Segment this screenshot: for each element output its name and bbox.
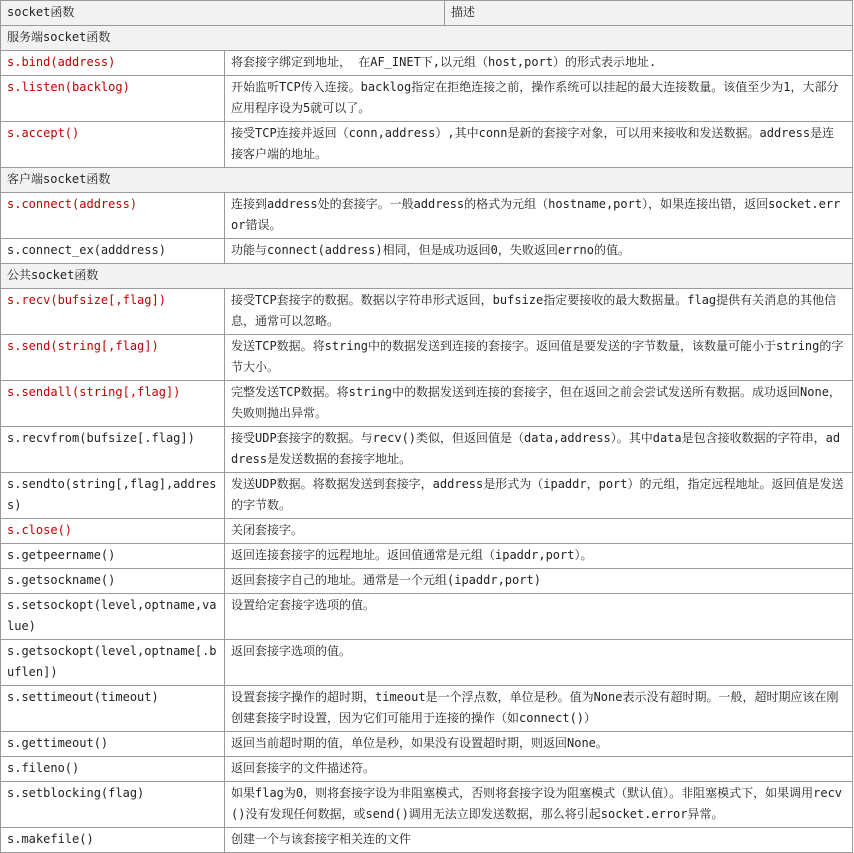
table-row [1,594,853,640]
description-cell: 关闭套接字。 [225,519,853,544]
table-row [1,640,853,686]
description-cell: 将套接字绑定到地址， 在AF_INET下,以元组（host,port）的形式表示地址. [225,51,853,76]
table-row [1,427,853,473]
description-cell: 返回当前超时期的值，单位是秒，如果没有设置超时期，则返回None。 [225,732,853,757]
function-name-cell: s.fileno() [1,757,225,782]
section-title: 公共socket函数 [1,264,853,289]
function-name-cell: s.listen(backlog) [1,76,225,122]
description-cell: 完整发送TCP数据。将string中的数据发送到连接的套接字，但在返回之前会尝试发送所有数据。成功返回None，失败则抛出异常。 [225,381,853,427]
table-row [1,782,853,828]
table-row [1,381,853,427]
function-name-cell: s.setblocking(flag) [1,782,225,828]
function-name-cell: s.recvfrom(bufsize[.flag]) [1,427,225,473]
table-row [1,732,853,757]
description-cell: 发送TCP数据。将string中的数据发送到连接的套接字。返回值是要发送的字节数量，该数量可能小于string的字节大小。 [225,335,853,381]
function-name-cell: s.recv(bufsize[,flag]) [1,289,225,335]
section-row [1,264,853,289]
description-cell: 设置套接字操作的超时期，timeout是一个浮点数，单位是秒。值为None表示没有超时期。一般，超时期应该在刚创建套接字时设置，因为它们可能用于连接的操作（如connect()） [225,686,853,732]
function-name-cell: s.bind(address) [1,51,225,76]
table-row [1,686,853,732]
description-cell: 如果flag为0，则将套接字设为非阻塞模式，否则将套接字设为阻塞模式（默认值）。非阻塞模式下，如果调用recv()没有发现任何数据，或send()调用无法立即发送数据，那么将引起socket.error异常。 [225,782,853,828]
description-cell: 返回连接套接字的远程地址。返回值通常是元组（ipaddr,port）。 [225,544,853,569]
description-cell: 连接到address处的套接字。一般address的格式为元组（hostname,port），如果连接出错，返回socket.error错误。 [225,193,853,239]
function-name-cell: s.setsockopt(level,optname,value) [1,594,225,640]
table-row [1,76,853,122]
header-function-column: socket函数 [1,1,445,26]
table-row [1,335,853,381]
table-row [1,473,853,519]
table-row [1,569,853,594]
table-row [1,757,853,782]
section-title: 服务端socket函数 [1,26,853,51]
function-name-cell: s.sendall(string[,flag]) [1,381,225,427]
table-row [1,122,853,168]
description-cell: 接受TCP套接字的数据。数据以字符串形式返回，bufsize指定要接收的最大数据量。flag提供有关消息的其他信息，通常可以忽略。 [225,289,853,335]
table-row [1,239,853,264]
header-description-column: 描述 [445,1,853,26]
function-name-cell: s.makefile() [1,828,225,853]
table-body [1,1,853,853]
description-cell: 发送UDP数据。将数据发送到套接字，address是形式为（ipaddr，port）的元组，指定远程地址。返回值是发送的字节数。 [225,473,853,519]
function-name-cell: s.accept() [1,122,225,168]
table-row [1,193,853,239]
table-row [1,828,853,853]
table-row [1,289,853,335]
description-cell: 返回套接字自己的地址。通常是一个元组(ipaddr,port) [225,569,853,594]
function-name-cell: s.settimeout(timeout) [1,686,225,732]
function-name-cell: s.connect(address) [1,193,225,239]
table-row [1,51,853,76]
function-name-cell: s.gettimeout() [1,732,225,757]
table-row [1,544,853,569]
function-name-cell: s.send(string[,flag]) [1,335,225,381]
function-name-cell: s.close() [1,519,225,544]
function-name-cell: s.connect_ex(adddress) [1,239,225,264]
description-cell: 接受TCP连接并返回（conn,address）,其中conn是新的套接字对象，可以用来接收和发送数据。address是连接客户端的地址。 [225,122,853,168]
description-cell: 功能与connect(address)相同，但是成功返回0，失败返回errno的值。 [225,239,853,264]
table-header-row [1,1,853,26]
function-name-cell: s.sendto(string[,flag],address) [1,473,225,519]
description-cell: 接受UDP套接字的数据。与recv()类似，但返回值是（data,address）。其中data是包含接收数据的字符串，address是发送数据的套接字地址。 [225,427,853,473]
description-cell: 返回套接字的文件描述符。 [225,757,853,782]
section-row [1,26,853,51]
description-cell: 返回套接字选项的值。 [225,640,853,686]
section-row [1,168,853,193]
function-name-cell: s.getsockname() [1,569,225,594]
description-cell: 设置给定套接字选项的值。 [225,594,853,640]
function-name-cell: s.getsockopt(level,optname[.buflen]) [1,640,225,686]
table-row [1,519,853,544]
function-name-cell: s.getpeername() [1,544,225,569]
section-title: 客户端socket函数 [1,168,853,193]
description-cell: 创建一个与该套接字相关连的文件 [225,828,853,853]
description-cell: 开始监听TCP传入连接。backlog指定在拒绝连接之前，操作系统可以挂起的最大连接数量。该值至少为1，大部分应用程序设为5就可以了。 [225,76,853,122]
